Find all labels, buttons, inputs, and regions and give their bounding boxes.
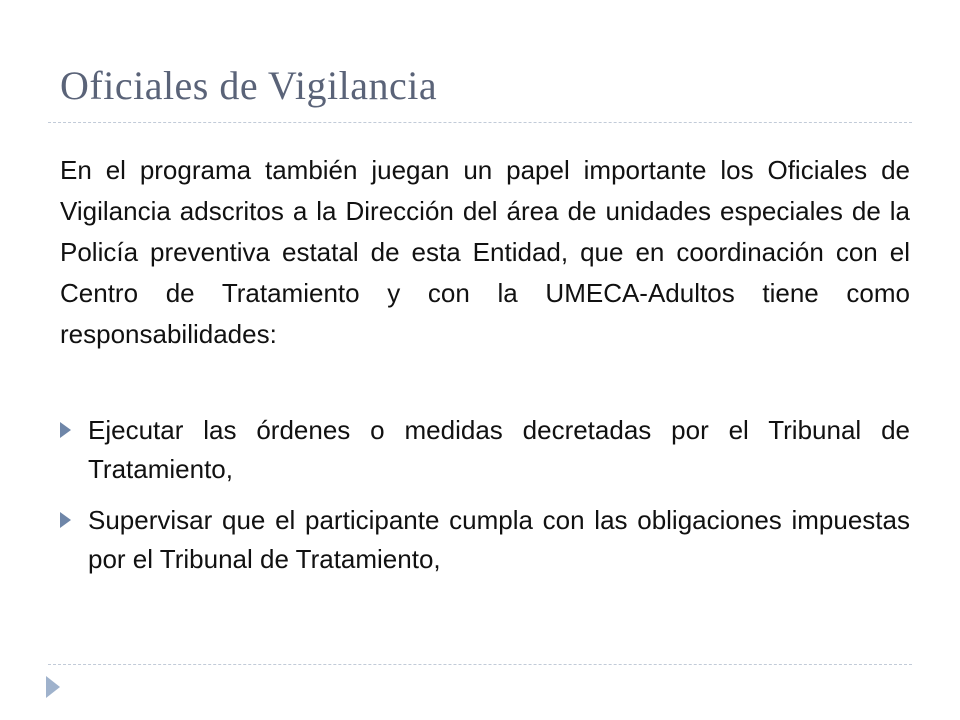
title-divider [48, 122, 912, 123]
bullet-text: Supervisar que el participante cumpla con las obligaciones impuestas por el Tribunal de Tratamiento, [88, 505, 910, 574]
bullet-list [60, 411, 910, 579]
list-item [60, 411, 910, 489]
slide-title: Oficiales de Vigilancia [60, 63, 438, 108]
slide-content [60, 150, 910, 591]
footer-divider [48, 664, 912, 665]
corner-triangle-icon [46, 676, 60, 698]
intro-paragraph: En el programa también juegan un papel importante los Oficiales de Vigilancia adscritos a la Dirección del área de unidades especiales de la Policía preventiva estatal de esta Entidad, que en coordinación con el Centro de Tratamiento y con la UMECA-Adultos tiene como responsabilidades: [60, 155, 910, 349]
bullet-text: Ejecutar las órdenes o medidas decretadas por el Tribunal de Tratamiento, [88, 415, 910, 484]
list-item [60, 501, 910, 579]
triangle-right-icon [60, 512, 71, 528]
triangle-right-icon [60, 422, 71, 438]
